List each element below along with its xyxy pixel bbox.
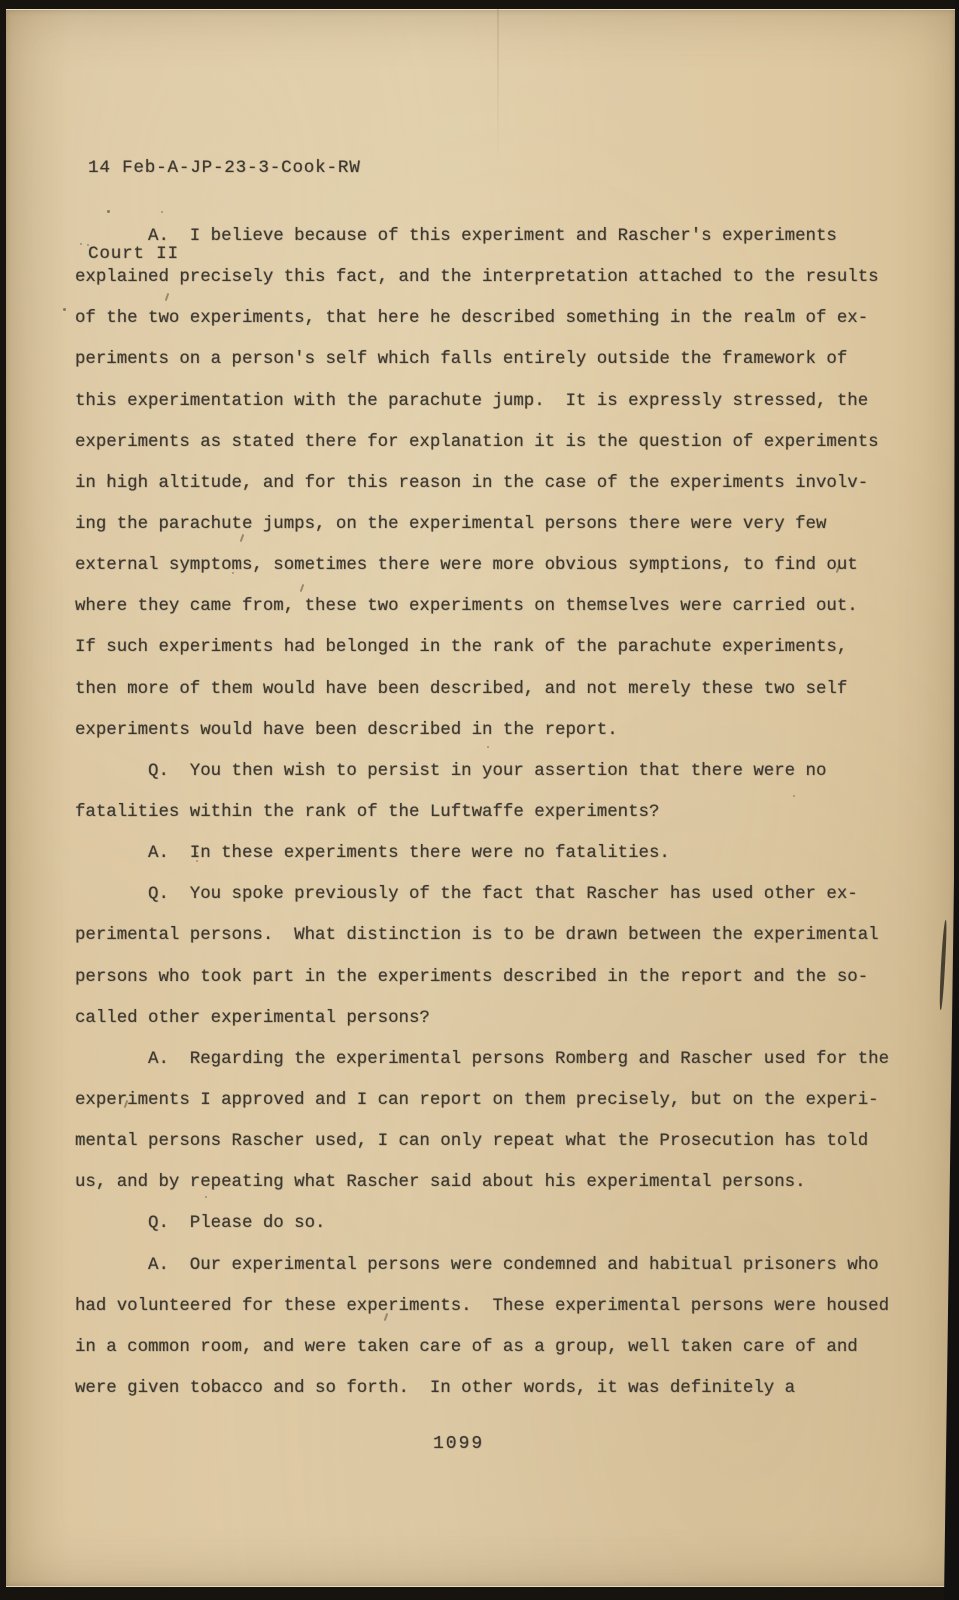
transcript-line: called other experimental persons?: [75, 1008, 430, 1028]
transcript-line: persons who took part in the experiments described in the report and the so-: [75, 967, 869, 987]
transcript-line: Q. You spoke previously of the fact that Rascher has used other ex-: [75, 885, 858, 905]
page-number: 1099: [433, 1434, 485, 1454]
transcript-line: where they came from, these two experiments on themselves were carried out.: [75, 597, 858, 617]
transcript-line: this experimentation with the parachute jump. It is expressly stressed, the: [75, 391, 869, 411]
transcript-line: periments on a person's self which falls entirely outside the framework of: [75, 350, 848, 370]
transcript-line: in a common room, and were taken care of as a group, well taken care of and: [75, 1337, 858, 1357]
transcript-line: had volunteered for these experiments. These experimental persons were housed: [75, 1296, 890, 1316]
transcript-line: explained precisely this fact, and the interpretation attached to the results: [75, 268, 879, 288]
scan-speck: [63, 308, 66, 311]
transcript-line: perimental persons. What distinction is to be drawn between the experimental: [75, 926, 879, 946]
transcript-line: ing the parachute jumps, on the experimental persons there were very few: [75, 514, 827, 534]
transcript-line: experiments would have been described in the report.: [75, 720, 618, 740]
transcript-line: external symptoms, sometimes there were more obvious symptions, to find out: [75, 556, 858, 576]
transcript-line: of the two experiments, that here he described something in the realm of ex-: [75, 309, 869, 329]
transcript-line: experiments as stated there for explanation it is the question of experiments: [75, 432, 879, 452]
transcript-line: A. In these experiments there were no fatalities.: [75, 844, 670, 864]
transcript-line: us, and by repeating what Rascher said about his experimental persons.: [75, 1173, 806, 1193]
transcript-line: mental persons Rascher used, I can only repeat what the Prosecution has told: [75, 1132, 869, 1152]
transcript-line: in high altitude, and for this reason in the case of the experiments involv-: [75, 473, 869, 493]
transcript-line: A. Our experimental persons were condemned and habitual prisoners who: [75, 1255, 879, 1275]
transcript-line: were given tobacco and so forth. In other words, it was definitely a: [75, 1378, 796, 1398]
transcript-line: fatalities within the rank of the Luftwaffe experiments?: [75, 802, 660, 822]
header-court-line: Court II: [88, 243, 179, 264]
transcript-line: Q. Please do so.: [75, 1214, 326, 1234]
transcript-line: A. I believe because of this experiment and Rascher's experiments: [75, 227, 837, 246]
header-reference-line: 14 Feb-A-JP-23-3-Cook-RW: [88, 158, 361, 178]
transcript-text: [75, 216, 889, 1409]
transcript-line: then more of them would have been described, and not merely these two self: [75, 679, 848, 699]
transcript-line: experiments I approved and I can report on them precisely, but on the experi-: [75, 1090, 879, 1110]
transcript-line: A. Regarding the experimental persons Romberg and Rascher used for the: [75, 1049, 890, 1069]
paper-crease: [497, 9, 499, 169]
transcript-line: Q. You then wish to persist in your assertion that there were no: [75, 761, 827, 781]
transcript-line: If such experiments had belonged in the rank of the parachute experiments,: [75, 638, 848, 658]
